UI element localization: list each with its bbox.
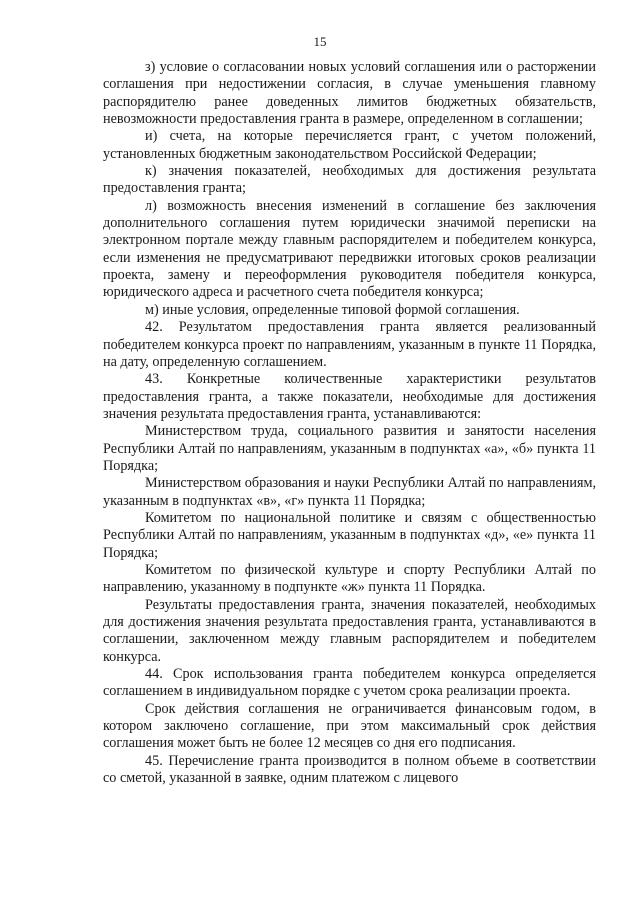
page-number: 15: [313, 34, 327, 49]
section-44: 44. Срок использования гранта победителем конкурса определяется соглашением в индивидуальном порядке с учетом срока реализации проекта.: [103, 666, 596, 700]
section-43-committee-national-policy: Комитетом по национальной политике и связям с общественностью Республики Алтай по направлениям, указанным в подпунктах «д», «е» пункта 11 Порядка;: [103, 509, 596, 561]
section-45: 45. Перечисление гранта производится в полном объеме в соответствии со сметой, указанной в заявке, одним платежом с лицевого: [103, 752, 596, 787]
document-body: [103, 59, 596, 787]
section-43-ministry-labor: Министерством труда, социального развития и занятости населения Республики Алтай по направлениям, указанным в подпунктах «а», «б» пункта 11 Порядка;: [103, 423, 596, 474]
section-44-agreement-term: Срок действия соглашения не ограничивается финансовым годом, в котором заключено соглашение, при этом максимальный срок действия соглашения может быть не более 12 месяцев со дня его подписания.: [103, 700, 596, 752]
clause-i: и) счета, на которые перечисляется грант, с учетом положений, установленных бюджетным законодательством Российской Федерации;: [103, 128, 596, 162]
section-43-results: Результаты предоставления гранта, значения показателей, необходимых для достижения значения результата предоставления гранта, устанавливаются в соглашении, заключенном между главным распорядителем и победителем конкурса.: [103, 596, 596, 665]
section-43: 43. Конкретные количественные характеристики результатов предоставления гранта, а также показатели, необходимые для достижения значения результата предоставления гранта, устанавливаются:: [103, 371, 596, 422]
clause-m: м) иные условия, определенные типовой формой соглашения.: [145, 301, 520, 318]
clause-k: к) значения показателей, необходимых для достижения результата предоставления гранта;: [103, 163, 596, 197]
clause-z: з) условие о согласовании новых условий соглашения или о расторжении соглашения при недостижении согласия, в случае уменьшения главному распорядителю ранее доведенных лимитов бюджетных обязательств, невозможности предоставления гранта в размере, определенном в соглашении;: [103, 59, 596, 128]
section-43-ministry-education: Министерством образования и науки Республики Алтай по направлениям, указанным в подпунктах «в», «г» пункта 11 Порядка;: [103, 475, 596, 509]
section-43-committee-sport: Комитетом по физической культуре и спорту Республики Алтай по направлению, указанному в подпункте «ж» пункта 11 Порядка.: [103, 561, 596, 596]
section-42: 42. Результатом предоставления гранта является реализованный победителем конкурса проект по направлениям, указанным в пункте 11 Порядка, на дату, определенную соглашением.: [103, 319, 596, 370]
clause-l: л) возможность внесения изменений в соглашение без заключения дополнительного соглашения путем юридически значимой переписки на электронном портале между главным распорядителем и победителем конкурса, если изменения не предусматривают передвижки итоговых сроков реализации проекта, замену и переоформления руководителя победителя конкурса, юридического адреса и расчетного счета победителя конкурса;: [103, 197, 596, 301]
